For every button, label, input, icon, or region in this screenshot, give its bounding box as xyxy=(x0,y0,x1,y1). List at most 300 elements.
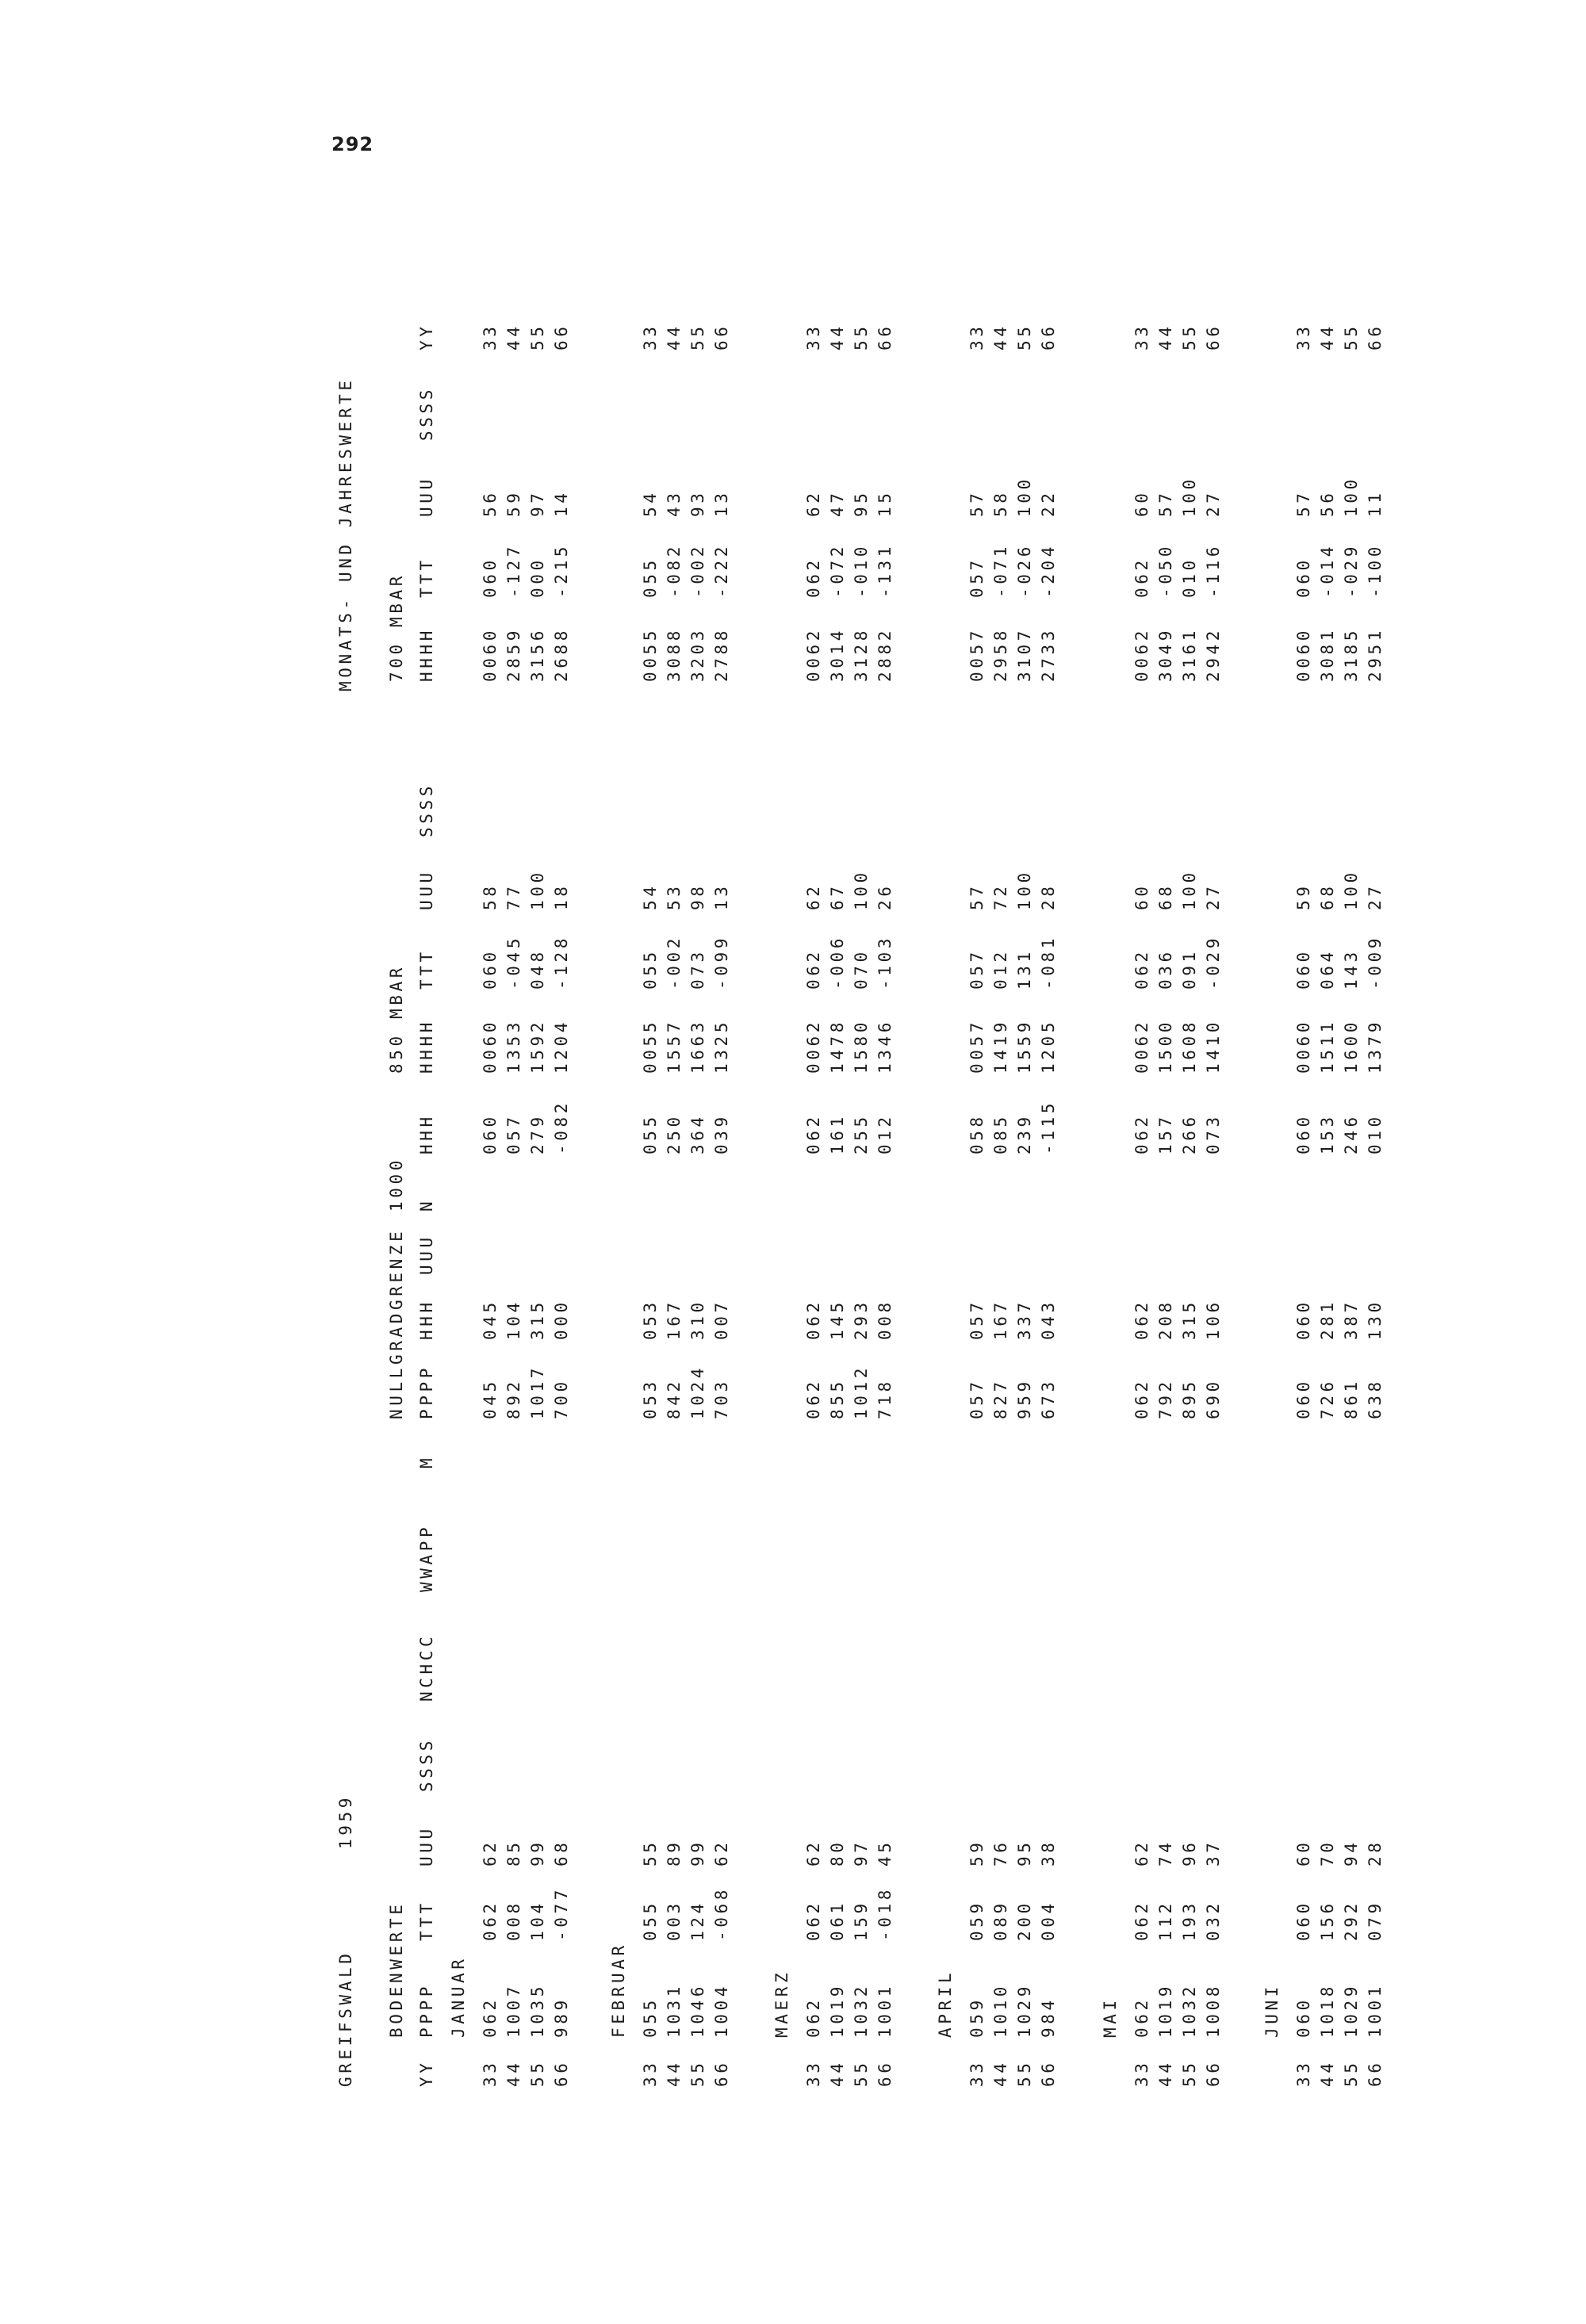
cell-ttt: 032 xyxy=(1204,1900,1223,1941)
cell-h1000: 085 xyxy=(991,1113,1010,1154)
cell-h850: 1346 xyxy=(875,1019,895,1074)
cell-t700: 010 xyxy=(1180,557,1199,598)
cell-ttt: 061 xyxy=(828,1900,847,1941)
cell-pppp: 1001 xyxy=(875,1983,895,2038)
cell-ttt: 079 xyxy=(1366,1900,1385,1941)
col-700-ssss: SSSS xyxy=(417,386,436,441)
cell-yy-right: 44 xyxy=(1318,323,1337,350)
month-name: JUNI xyxy=(1262,1983,1281,2038)
cell-yy-right: 66 xyxy=(1039,323,1058,350)
cell-pppp: 1018 xyxy=(1318,1983,1337,2038)
cell-yy-right: 66 xyxy=(875,323,895,350)
table-row xyxy=(1132,239,1151,2087)
cell-u700: 14 xyxy=(552,489,571,517)
cell-t850: -045 xyxy=(504,935,523,990)
table-row xyxy=(1318,239,1337,2087)
cell-u700: 56 xyxy=(481,489,500,517)
header-line-2 xyxy=(387,239,406,2087)
cell-pppp: 1032 xyxy=(852,1983,871,2038)
col-700-uuu: UUU xyxy=(417,476,436,517)
cell-ttt: 089 xyxy=(991,1900,1010,1941)
cell-u700: 22 xyxy=(1039,489,1058,517)
cell-h1000: 060 xyxy=(1294,1113,1313,1154)
cell-ttt: 104 xyxy=(528,1900,547,1941)
cell-yy: 55 xyxy=(688,2059,707,2087)
cell-t850: 062 xyxy=(804,948,823,990)
month-label xyxy=(1262,239,1281,2087)
cell-null-hhh: 315 xyxy=(1180,1299,1199,1340)
col-wwapp: WWAPP xyxy=(417,1523,436,1592)
cell-h1000: 266 xyxy=(1180,1113,1199,1154)
cell-u700: 58 xyxy=(991,489,1010,517)
cell-t850: 057 xyxy=(967,948,986,990)
cell-uuu: 59 xyxy=(967,1839,986,1866)
cell-uuu: 62 xyxy=(712,1839,731,1866)
cell-null-hhh: 130 xyxy=(1366,1299,1385,1340)
cell-t700: 060 xyxy=(1294,557,1313,598)
cell-h700: 0062 xyxy=(1132,627,1151,682)
month-name: MAI xyxy=(1101,1997,1120,2038)
cell-ttt: 124 xyxy=(688,1900,707,1941)
cell-null-hhh: 062 xyxy=(804,1299,823,1340)
cell-yy: 66 xyxy=(1366,2059,1385,2087)
cell-u700: 97 xyxy=(528,489,547,517)
cell-u850: 57 xyxy=(967,883,986,910)
year: 1959 xyxy=(336,1794,355,1849)
cell-null-pppp: 1024 xyxy=(688,1365,707,1419)
cell-yy: 33 xyxy=(1294,2059,1313,2087)
table-row xyxy=(552,239,571,2087)
cell-ttt: -018 xyxy=(875,1886,895,1941)
cell-uuu: 68 xyxy=(552,1839,571,1866)
table-row xyxy=(641,239,660,2087)
cell-yy-right: 66 xyxy=(1204,323,1223,350)
cell-null-pppp: 673 xyxy=(1039,1378,1058,1419)
cell-null-hhh: 167 xyxy=(665,1299,684,1340)
cell-null-hhh: 000 xyxy=(552,1299,571,1340)
month-name: FEBRUAR xyxy=(609,1942,628,2038)
page-number: 292 xyxy=(331,133,374,155)
table-row xyxy=(1294,239,1313,2087)
col-700-hhhh: HHHH xyxy=(417,627,436,682)
cell-ttt: 008 xyxy=(504,1900,523,1941)
cell-yy-right: 44 xyxy=(504,323,523,350)
cell-t850: 143 xyxy=(1342,948,1361,990)
cell-ttt: 060 xyxy=(1294,1900,1313,1941)
cell-t700: 000 xyxy=(528,557,547,598)
cell-yy-right: 44 xyxy=(991,323,1010,350)
cell-u850: 98 xyxy=(688,883,707,910)
cell-yy-right: 44 xyxy=(828,323,847,350)
cell-null-pppp: 855 xyxy=(828,1378,847,1419)
cell-ttt: -068 xyxy=(712,1886,731,1941)
cell-ttt: 200 xyxy=(1015,1900,1034,1941)
cell-null-pppp: 053 xyxy=(641,1378,660,1419)
table-row xyxy=(1015,239,1034,2087)
col-m: M xyxy=(417,1454,436,1468)
cell-yy: 55 xyxy=(528,2059,547,2087)
cell-u850: 68 xyxy=(1156,883,1175,910)
col-null-hhh: HHH xyxy=(417,1299,436,1340)
cell-uuu: 97 xyxy=(852,1839,871,1866)
cell-h700: 0055 xyxy=(641,627,660,682)
cell-pppp: 1031 xyxy=(665,1983,684,2038)
cell-h1000: 057 xyxy=(504,1113,523,1154)
cell-pppp: 1029 xyxy=(1015,1983,1034,2038)
cell-yy: 33 xyxy=(641,2059,660,2087)
cell-h700: 3203 xyxy=(688,627,707,682)
cell-u850: 60 xyxy=(1132,883,1151,910)
cell-h850: 1580 xyxy=(852,1019,871,1074)
cell-h1000: 157 xyxy=(1156,1113,1175,1154)
cell-h700: 3107 xyxy=(1015,627,1034,682)
cell-null-hhh: 387 xyxy=(1342,1299,1361,1340)
col-850-ttt: TTT xyxy=(417,948,436,990)
cell-h850: 1600 xyxy=(1342,1019,1361,1074)
cell-u700: 57 xyxy=(1294,489,1313,517)
cell-u850: 77 xyxy=(504,883,523,910)
table-row xyxy=(967,239,986,2087)
month-label xyxy=(936,239,955,2087)
cell-yy: 33 xyxy=(804,2059,823,2087)
cell-h700: 3128 xyxy=(852,627,871,682)
cell-h1000: 364 xyxy=(688,1113,707,1154)
cell-pppp: 1032 xyxy=(1180,1983,1199,2038)
cell-uuu: 95 xyxy=(1015,1839,1034,1866)
cell-h1000: 153 xyxy=(1318,1113,1337,1154)
cell-h700: 2788 xyxy=(712,627,731,682)
cell-yy: 55 xyxy=(852,2059,871,2087)
col-null-uuu: UUU xyxy=(417,1234,436,1275)
cell-uuu: 74 xyxy=(1156,1839,1175,1866)
cell-pppp: 055 xyxy=(641,1997,660,2038)
cell-uuu: 80 xyxy=(828,1839,847,1866)
cell-t850: 070 xyxy=(852,948,871,990)
cell-uuu: 28 xyxy=(1366,1839,1385,1866)
cell-h850: 0057 xyxy=(967,1019,986,1074)
cell-u700: 47 xyxy=(828,489,847,517)
cell-h850: 1325 xyxy=(712,1019,731,1074)
cell-yy-right: 55 xyxy=(1015,323,1034,350)
cell-null-hhh: 043 xyxy=(1039,1299,1058,1340)
cell-null-hhh: 315 xyxy=(528,1299,547,1340)
cell-uuu: 89 xyxy=(665,1839,684,1866)
cell-yy-right: 33 xyxy=(1294,323,1313,350)
cell-uuu: 45 xyxy=(875,1839,895,1866)
cell-pppp: 1035 xyxy=(528,1983,547,2038)
cell-u700: 100 xyxy=(1180,476,1199,517)
cell-yy-right: 55 xyxy=(528,323,547,350)
cell-yy-right: 66 xyxy=(1366,323,1385,350)
cell-h1000: -082 xyxy=(552,1100,571,1154)
cell-u850: 27 xyxy=(1204,883,1223,910)
cell-t850: -103 xyxy=(875,935,895,990)
cell-u700: 62 xyxy=(804,489,823,517)
col-yy-right: YY xyxy=(417,323,436,350)
cell-pppp: 1019 xyxy=(828,1983,847,2038)
cell-h1000: 055 xyxy=(641,1113,660,1154)
cell-null-pppp: 638 xyxy=(1366,1378,1385,1419)
col-ssss: SSSS xyxy=(417,1737,436,1792)
cell-h1000: 062 xyxy=(804,1113,823,1154)
cell-h1000: 250 xyxy=(665,1113,684,1154)
col-null-n: N xyxy=(417,1197,436,1212)
table-row xyxy=(828,239,847,2087)
cell-u700: 56 xyxy=(1318,489,1337,517)
cell-uuu: 55 xyxy=(641,1839,660,1866)
cell-t850: 060 xyxy=(481,948,500,990)
cell-t700: -071 xyxy=(991,543,1010,598)
cell-uuu: 94 xyxy=(1342,1839,1361,1866)
cell-ttt: 159 xyxy=(852,1900,871,1941)
cell-null-pppp: 060 xyxy=(1294,1378,1313,1419)
cell-ttt: 062 xyxy=(1132,1900,1151,1941)
cell-pppp: 989 xyxy=(552,1997,571,2038)
cell-ttt: 112 xyxy=(1156,1900,1175,1941)
cell-u850: 13 xyxy=(712,883,731,910)
month-name: JANUAR xyxy=(449,1955,468,2038)
cell-pppp: 059 xyxy=(967,1997,986,2038)
cell-yy: 33 xyxy=(967,2059,986,2087)
cell-null-pppp: 690 xyxy=(1204,1378,1223,1419)
cell-null-pppp: 726 xyxy=(1318,1378,1337,1419)
cell-h700: 0060 xyxy=(481,627,500,682)
cell-h850: 1478 xyxy=(828,1019,847,1074)
cell-h850: 1557 xyxy=(665,1019,684,1074)
cell-t850: 012 xyxy=(991,948,1010,990)
cell-uuu: 37 xyxy=(1204,1839,1223,1866)
cell-null-pppp: 057 xyxy=(967,1378,986,1419)
cell-h700: 2882 xyxy=(875,627,895,682)
cell-t850: 048 xyxy=(528,948,547,990)
cell-null-pppp: 827 xyxy=(991,1378,1010,1419)
cell-t700: -100 xyxy=(1366,543,1385,598)
cell-h700: 2942 xyxy=(1204,627,1223,682)
cell-yy-right: 55 xyxy=(1342,323,1361,350)
cell-h1000: 239 xyxy=(1015,1113,1034,1154)
cell-h1000: 010 xyxy=(1366,1113,1385,1154)
cell-h850: 0062 xyxy=(1132,1019,1151,1074)
cell-u850: 28 xyxy=(1039,883,1058,910)
cell-h700: 3081 xyxy=(1318,627,1337,682)
cell-yy-right: 33 xyxy=(967,323,986,350)
cell-yy: 44 xyxy=(828,2059,847,2087)
cell-t850: 131 xyxy=(1015,948,1034,990)
cell-u850: 67 xyxy=(828,883,847,910)
cell-h700: 3185 xyxy=(1342,627,1361,682)
cell-h850: 1663 xyxy=(688,1019,707,1074)
cell-h1000: 039 xyxy=(712,1113,731,1154)
station-name: GREIFSWALD xyxy=(336,1950,355,2087)
cell-t700: -215 xyxy=(552,543,571,598)
title-right: MONATS- UND JAHRESWERTE xyxy=(336,377,355,691)
cell-yy: 55 xyxy=(1342,2059,1361,2087)
cell-null-hhh: 062 xyxy=(1132,1299,1151,1340)
cell-h850: 1419 xyxy=(991,1019,1010,1074)
table-row xyxy=(1156,239,1175,2087)
group-1000: 1000 xyxy=(387,1157,406,1212)
cell-h850: 1204 xyxy=(552,1019,571,1074)
cell-h700: 0057 xyxy=(967,627,986,682)
cell-t700: -026 xyxy=(1015,543,1034,598)
month-label xyxy=(1101,239,1120,2087)
header-line-1 xyxy=(336,239,355,2087)
cell-h850: 0055 xyxy=(641,1019,660,1074)
cell-u850: 27 xyxy=(1366,883,1385,910)
month-name: MAERZ xyxy=(772,1969,791,2038)
cell-u850: 58 xyxy=(481,883,500,910)
cell-yy: 44 xyxy=(665,2059,684,2087)
table-row xyxy=(481,239,500,2087)
table-row xyxy=(1342,239,1361,2087)
cell-h700: 3049 xyxy=(1156,627,1175,682)
cell-u850: 53 xyxy=(665,883,684,910)
cell-u850: 68 xyxy=(1318,883,1337,910)
cell-pppp: 062 xyxy=(1132,1997,1151,2038)
cell-t700: 060 xyxy=(481,557,500,598)
cell-h700: 3156 xyxy=(528,627,547,682)
cell-h1000: -115 xyxy=(1039,1100,1058,1154)
cell-null-pppp: 703 xyxy=(712,1378,731,1419)
cell-null-pppp: 892 xyxy=(504,1378,523,1419)
cell-yy: 66 xyxy=(875,2059,895,2087)
cell-null-hhh: 053 xyxy=(641,1299,660,1340)
cell-ttt: -077 xyxy=(552,1886,571,1941)
cell-h700: 3088 xyxy=(665,627,684,682)
cell-h1000: 255 xyxy=(852,1113,871,1154)
cell-yy-right: 33 xyxy=(804,323,823,350)
cell-ttt: 062 xyxy=(481,1900,500,1941)
cell-t850: 060 xyxy=(1294,948,1313,990)
cell-uuu: 99 xyxy=(688,1839,707,1866)
cell-h850: 1410 xyxy=(1204,1019,1223,1074)
cell-h1000: 073 xyxy=(1204,1113,1223,1154)
table-row xyxy=(852,239,871,2087)
cell-t850: -009 xyxy=(1366,935,1385,990)
cell-pppp: 1001 xyxy=(1366,1983,1385,2038)
cell-uuu: 99 xyxy=(528,1839,547,1866)
cell-u850: 26 xyxy=(875,883,895,910)
cell-u850: 54 xyxy=(641,883,660,910)
cell-null-pppp: 861 xyxy=(1342,1378,1361,1419)
cell-yy-right: 33 xyxy=(641,323,660,350)
cell-yy-right: 44 xyxy=(665,323,684,350)
column-header-row xyxy=(417,239,436,2087)
table-row xyxy=(804,239,823,2087)
table-row xyxy=(1204,239,1223,2087)
cell-u850: 100 xyxy=(852,869,871,910)
cell-t850: -002 xyxy=(665,935,684,990)
col-ttt: TTT xyxy=(417,1900,436,1941)
cell-u700: 57 xyxy=(967,489,986,517)
col-uuu: UUU xyxy=(417,1825,436,1866)
cell-yy: 33 xyxy=(481,2059,500,2087)
cell-uuu: 62 xyxy=(481,1839,500,1866)
cell-u700: 93 xyxy=(688,489,707,517)
cell-h700: 2951 xyxy=(1366,627,1385,682)
col-1000-hhh: HHH xyxy=(417,1113,436,1154)
cell-h850: 1559 xyxy=(1015,1019,1034,1074)
cell-null-hhh: 337 xyxy=(1015,1299,1034,1340)
cell-uuu: 60 xyxy=(1294,1839,1313,1866)
cell-ttt: 004 xyxy=(1039,1900,1058,1941)
group-nullgradgrenze: NULLGRADGRENZE xyxy=(387,1227,406,1419)
cell-yy-right: 55 xyxy=(688,323,707,350)
cell-u700: 60 xyxy=(1132,489,1151,517)
cell-h700: 2859 xyxy=(504,627,523,682)
cell-null-hhh: 310 xyxy=(688,1299,707,1340)
cell-u700: 13 xyxy=(712,489,731,517)
table-row xyxy=(665,239,684,2087)
cell-h850: 1353 xyxy=(504,1019,523,1074)
cell-uuu: 38 xyxy=(1039,1839,1058,1866)
cell-yy: 66 xyxy=(712,2059,731,2087)
cell-null-pppp: 959 xyxy=(1015,1378,1034,1419)
cell-ttt: 055 xyxy=(641,1900,660,1941)
cell-t850: -029 xyxy=(1204,935,1223,990)
table-row xyxy=(712,239,731,2087)
cell-u850: 18 xyxy=(552,883,571,910)
cell-t850: 073 xyxy=(688,948,707,990)
cell-null-hhh: 057 xyxy=(967,1299,986,1340)
cell-yy: 44 xyxy=(1318,2059,1337,2087)
cell-null-pppp: 045 xyxy=(481,1378,500,1419)
cell-u700: 95 xyxy=(852,489,871,517)
cell-t700: -127 xyxy=(504,543,523,598)
cell-t850: 036 xyxy=(1156,948,1175,990)
cell-h700: 2958 xyxy=(991,627,1010,682)
cell-h1000: 058 xyxy=(967,1113,986,1154)
group-700: 700 MBAR xyxy=(387,572,406,682)
cell-t850: -006 xyxy=(828,935,847,990)
cell-u850: 100 xyxy=(528,869,547,910)
month-label xyxy=(449,239,468,2087)
cell-uuu: 70 xyxy=(1318,1839,1337,1866)
cell-null-pppp: 062 xyxy=(1132,1378,1151,1419)
rotated-data-table xyxy=(336,239,1431,2087)
cell-yy: 44 xyxy=(1156,2059,1175,2087)
cell-yy: 44 xyxy=(991,2059,1010,2087)
cell-ttt: 193 xyxy=(1180,1900,1199,1941)
cell-t700: -014 xyxy=(1318,543,1337,598)
cell-h700: 3014 xyxy=(828,627,847,682)
cell-h1000: 012 xyxy=(875,1113,895,1154)
cell-yy-right: 66 xyxy=(712,323,731,350)
cell-yy-right: 33 xyxy=(481,323,500,350)
cell-yy-right: 55 xyxy=(852,323,871,350)
table-row xyxy=(528,239,547,2087)
cell-pppp: 1008 xyxy=(1204,1983,1223,2038)
cell-u700: 100 xyxy=(1342,476,1361,517)
cell-h1000: 062 xyxy=(1132,1113,1151,1154)
cell-pppp: 1019 xyxy=(1156,1983,1175,2038)
cell-h850: 1379 xyxy=(1366,1019,1385,1074)
cell-pppp: 1010 xyxy=(991,1983,1010,2038)
cell-null-hhh: 145 xyxy=(828,1299,847,1340)
cell-ttt: 062 xyxy=(804,1900,823,1941)
cell-t700: -204 xyxy=(1039,543,1058,598)
table-row xyxy=(1039,239,1058,2087)
cell-yy: 55 xyxy=(1015,2059,1034,2087)
cell-null-pppp: 700 xyxy=(552,1378,571,1419)
cell-t700: -082 xyxy=(665,543,684,598)
cell-null-hhh: 167 xyxy=(991,1299,1010,1340)
cell-pppp: 060 xyxy=(1294,1997,1313,2038)
cell-uuu: 85 xyxy=(504,1839,523,1866)
group-850: 850 MBAR xyxy=(387,964,406,1074)
col-700-ttt: TTT xyxy=(417,557,436,598)
table-row xyxy=(875,239,895,2087)
